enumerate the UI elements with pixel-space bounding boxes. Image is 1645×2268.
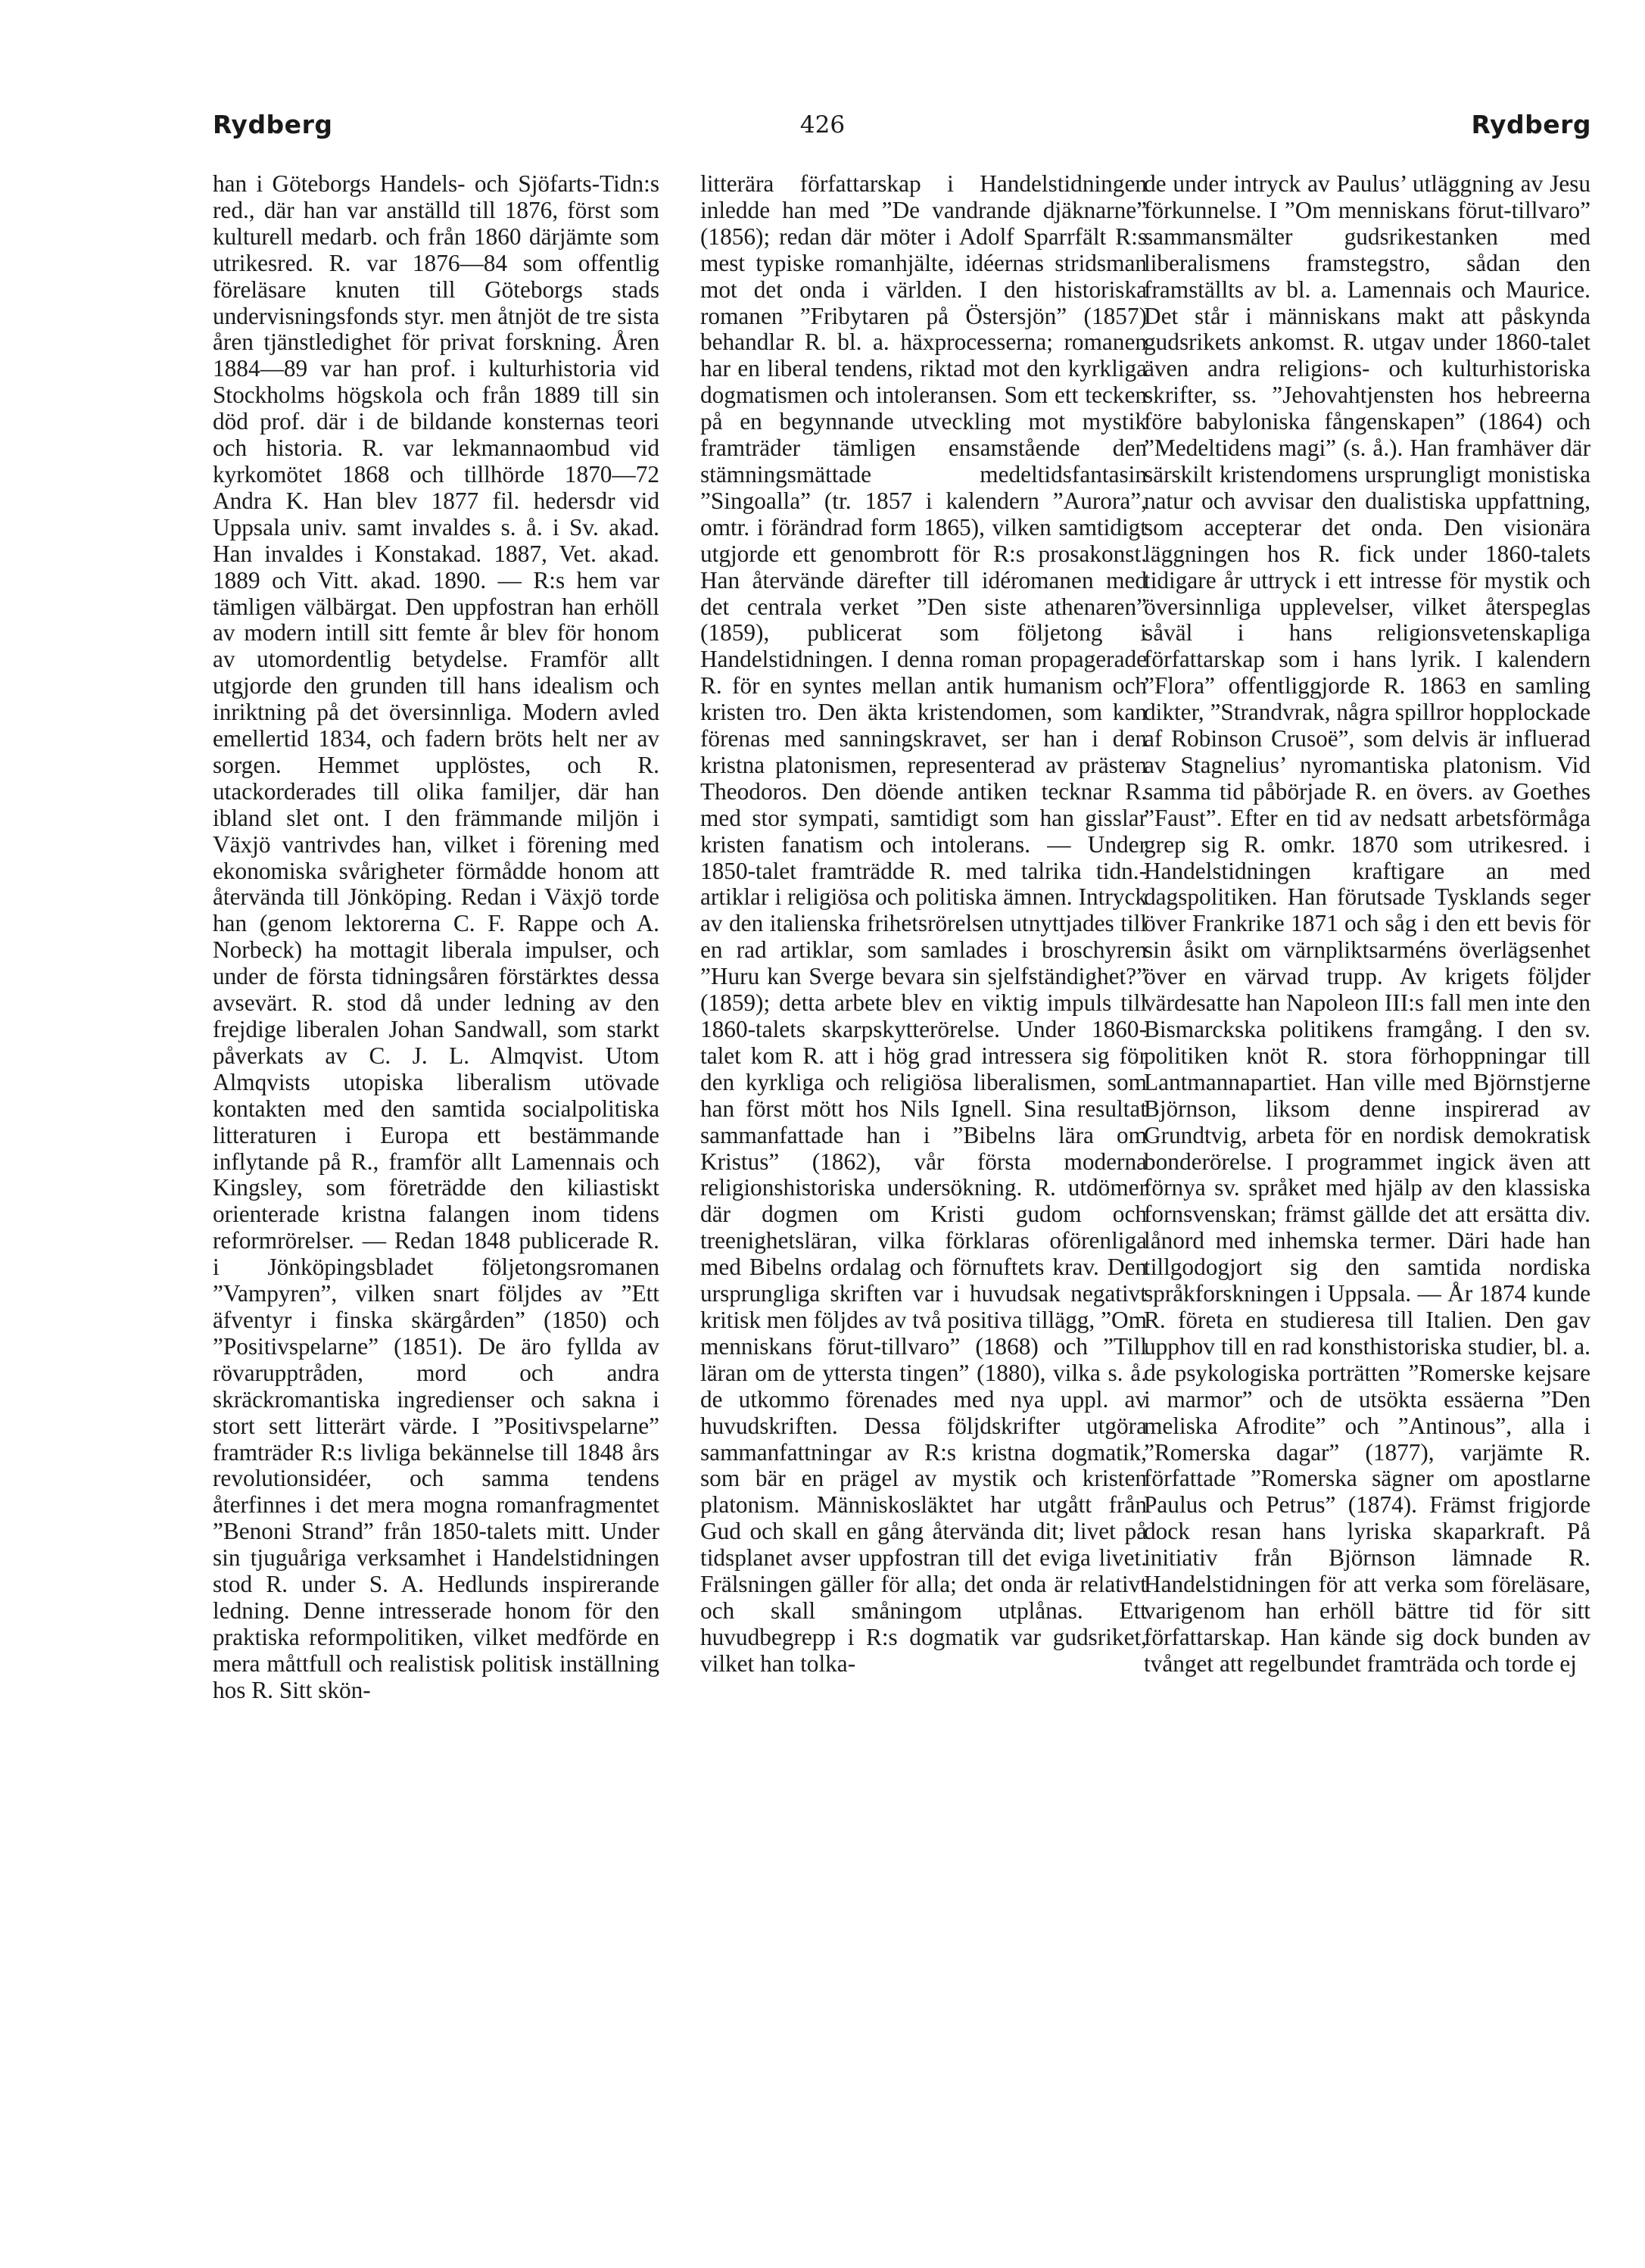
text-column-3: de under intryck av Paulus’ utläggning av Jesu förkunnelse. I ”Om menniskans förut-tillvaro” sammansmälter gudsrikestanken med liberalismens framstegstro, sådan den framställts av bl. a. Lamennais och Maurice. Det står i människans makt att påskynda gudsrikets ankomst. R. utgav under 1860-talet även andra religions- och kulturhistoriska skrifter, ss. ”Jehovahtjensten hos hebreerna före babyloniska fångenskapen” (1864) och ”Medeltidens magi” (s. å.). Han framhäver där särskilt kristendomens ursprungligt monistiska natur och avvisar den dualistiska uppfattning, som accepterar det onda. Den visionära läggningen hos R. fick under 1860-talets tidigare år uttryck i ett intresse för mystik och översinnliga upplevelser, vilket återspeglas såväl i hans religionsvetenskapliga författarskap som i hans lyrik. I kalendern ”Flora” offentliggjorde R. 1863 en samling dikter, ”Strandvrak, några spillror hopplockade af Robinson Crusoë”, som delvis är influerad av Stagnelius’ nyromantiska platonism. Vid samma tid påbörjade R. en övers. av Goethes ”Faust”. Efter en tid av nedsatt arbetsförmåga grep sig R. omkr. 1870 som utrikesred. i Handelstidningen kraftigare an med dagspolitiken. Han förutsade Tysklands seger över Frankrike 1871 och såg i den ett bevis för sin åsikt om värnpliktsarméns överlägsenhet över en värvad trupp. Av krigets följder värdesatte han Napoleon III:s fall men inte den Bismarckska politikens framgång. I den sv. politiken knöt R. stora förhoppningar till Lantmannapartiet. Han ville med Björnstjerne Björnson, liksom denne inspirerad av Grundtvig, arbeta för en nordisk demokratisk bonderörelse. I programmet ingick även att förnya sv. språket med hjälp av den klassiska fornsvenskan; främst gällde det att ersätta div. lånord med inhemska termer. Däri hade han tillgodogjort sig den samtida nordiska språkforskningen i Uppsala. — År 1874 kunde R. företa en studieresa till Italien. Den gav upphov till en rad konsthistoriska studier, bl. a. de psykologiska porträtten ”Romerske kejsare i marmor” och de utsökta essäerna ”Den meliska Afrodite” och ”Antinous”, alla i ”Romerska dagar” (1877), varjämte R. författade ”Romerska sägner om apostlarne Paulus och Petrus” (1874). Främst frigjorde dock resan hans lyriska skaparkraft. På initiativ från Björnson lämnade R. Handelstidningen för att verka som föreläsare, varigenom han erhöll bättre tid för sitt författarskap. Han kände sig dock bunden av tvånget att regelbundet framträda och torde ej (1144, 171, 1590, 1677)
page-number: 426 (799, 111, 846, 139)
text-column-1: han i Göteborgs Handels- och Sjöfarts-Tidn:s red., där han var anställd till 1876, först som kulturell medarb. och från 1860 därjämte som utrikesred. R. var 1876—84 som offentlig föreläsare knuten till Göteborgs stads undervisningsfonds styr. men åtnjöt de tre sista åren tjänstledighet för privat forskning. Åren 1884—89 var han prof. i kulturhistoria vid Stockholms högskola och från 1889 till sin död prof. där i de bildande konsternas teori och historia. R. var lekmannaombud vid kyrkomötet 1868 och tillhörde 1870—72 Andra K. Han blev 1877 fil. hedersdr vid Uppsala univ. samt invaldes s. å. i Sv. akad. Han invaldes i Konstakad. 1887, Vet. akad. 1889 och Vitt. akad. 1890. — R:s hem var tämligen välbärgat. Den uppfostran han erhöll av modern intill sitt femte år blev för honom av utomordentlig betydelse. Framför allt utgjorde den grunden till hans idealism och inriktning på det översinnliga. Modern avled emellertid 1834, och fadern bröts helt ner av sorgen. Hemmet upplöstes, och R. utackorderades till olika familjer, där han ibland slet ont. I den främmande miljön i Växjö vantrivdes han, vilket i förening med ekonomiska svårigheter förmådde honom att återvända till Jönköping. Redan i Växjö torde han (genom lektorerna C. F. Rappe och A. Norbeck) ha mottagit liberala impulser, och under de första tidningsåren förstärktes dessa avsevärt. R. stod då under ledning av den frejdige liberalen Johan Sandwall, som starkt påverkats av C. J. L. Almqvist. Utom Almqvists utopiska liberalism utövade kontakten med den samtida socialpolitiska litteraturen i Europa ett bestämmande inflytande på R., framför allt Lamennais och Kingsley, som företrädde den kiliastiskt orienterade kristna falangen inom tidens reformrörelser. — Redan 1848 publicerade R. i Jönköpingsbladet följetongsromanen ”Vampyren”, vilken snart följdes av ”Ett äfventyr i finska skärgården” (1850) och ”Positivspelarne” (1851). De äro fyllda av rövarupptråden, mord och andra skräckromantiska ingredienser och sakna i stort sett litterärt värde. I ”Positivspelarne” framträder R:s livliga bekännelse till 1848 års revolutionsidéer, och samma tendens återfinnes i det mera mogna romanfragmentet ”Benoni Strand” från 1850-talets mitt. Under sin tjuguåriga verksamhet i Handelstidningen stod R. under S. A. Hedlunds inspirerande ledning. Denne intresserade honom för den praktiska reformpolitiken, vilket medförde en mera måttfull och realistisk politisk inställning hos R. Sitt skön- (213, 171, 659, 1703)
running-head-left: Rydberg (213, 110, 333, 139)
text-column-2: litterära författarskap i Handelstidningen inledde han med ”De vandrande djäknarne” (1856); redan där möter i Adolf Sparrfält R:s mest typiske romanhjälte, idéernas stridsman mot det onda i världen. I den historiska romanen ”Fribytaren på Östersjön” (1857) behandlar R. bl. a. häxprocesserna; romanen har en liberal tendens, riktad mot den kyrkliga dogmatismen och intoleransen. Som ett tecken på en begynnande utveckling mot mystik framträder tämligen ensamstående den stämningsmättade medeltidsfantasin ”Singoalla” (tr. 1857 i kalendern ”Aurora”, omtr. i förändrad form 1865), vilken samtidigt utgjorde ett genombrott för R:s prosakonst. Han återvände därefter till idéromanen med det centrala verket ”Den siste athenaren” (1859), publicerat som följetong i Handelstidningen. I denna roman propagerade R. för en syntes mellan antik humanism och kristen tro. Den äkta kristendomen, som kan förenas med sanningskravet, ser han i den kristna platonismen, representerad av prästen Theodoros. Den döende antiken tecknar R. med stor sympati, samtidigt som han gisslar kristen fanatism och intolerans. — Under 1850-talet framträdde R. med talrika tidn.-artiklar i religiösa och politiska ämnen. Intryck av den italienska frihetsrörelsen utnyttjades till en rad artiklar, som samlades i broschyren ”Huru kan Sverge bevara sin sjelfständighet?” (1859); detta arbete blev en viktig impuls till 1860-talets skarpskytterörelse. Under 1860-talet kom R. att i hög grad intressera sig för den kyrkliga och religiösa liberalismen, som han först mött hos Nils Ignell. Sina resultat sammanfattade han i ”Bibelns lära om Kristus” (1862), vår första moderna religionshistoriska undersökning. R. utdömer där dogmen om Kristi gudom och treenighetsläran, vilka förklaras oförenliga med Bibelns ordalag och förnuftets krav. Den ursprungliga skriften var i huvudsak negativt kritisk men följdes av två positiva tillägg, ”Om menniskans förut-tillvaro” (1868) och ”Till läran om de yttersta tingen” (1880), vilka s. å. de utkommo förenades med nya uppl. av huvudskriften. Dessa följdskrifter utgöra sammanfattningar av R:s kristna dogmatik, som bär en prägel av mystik och kristen platonism. Människosläktet har utgått från Gud och skall en gång återvända dit; livet på tidsplanet avser uppfostran till det eviga livet. Frälsningen gäller för alla; det onda är relativt och skall småningom utplånas. Ett huvudbegrepp i R:s dogmatik var gudsriket, vilket han tolka- (700, 171, 1147, 1677)
running-head-right: Rydberg (1471, 110, 1591, 139)
page-header (0, 106, 1645, 144)
